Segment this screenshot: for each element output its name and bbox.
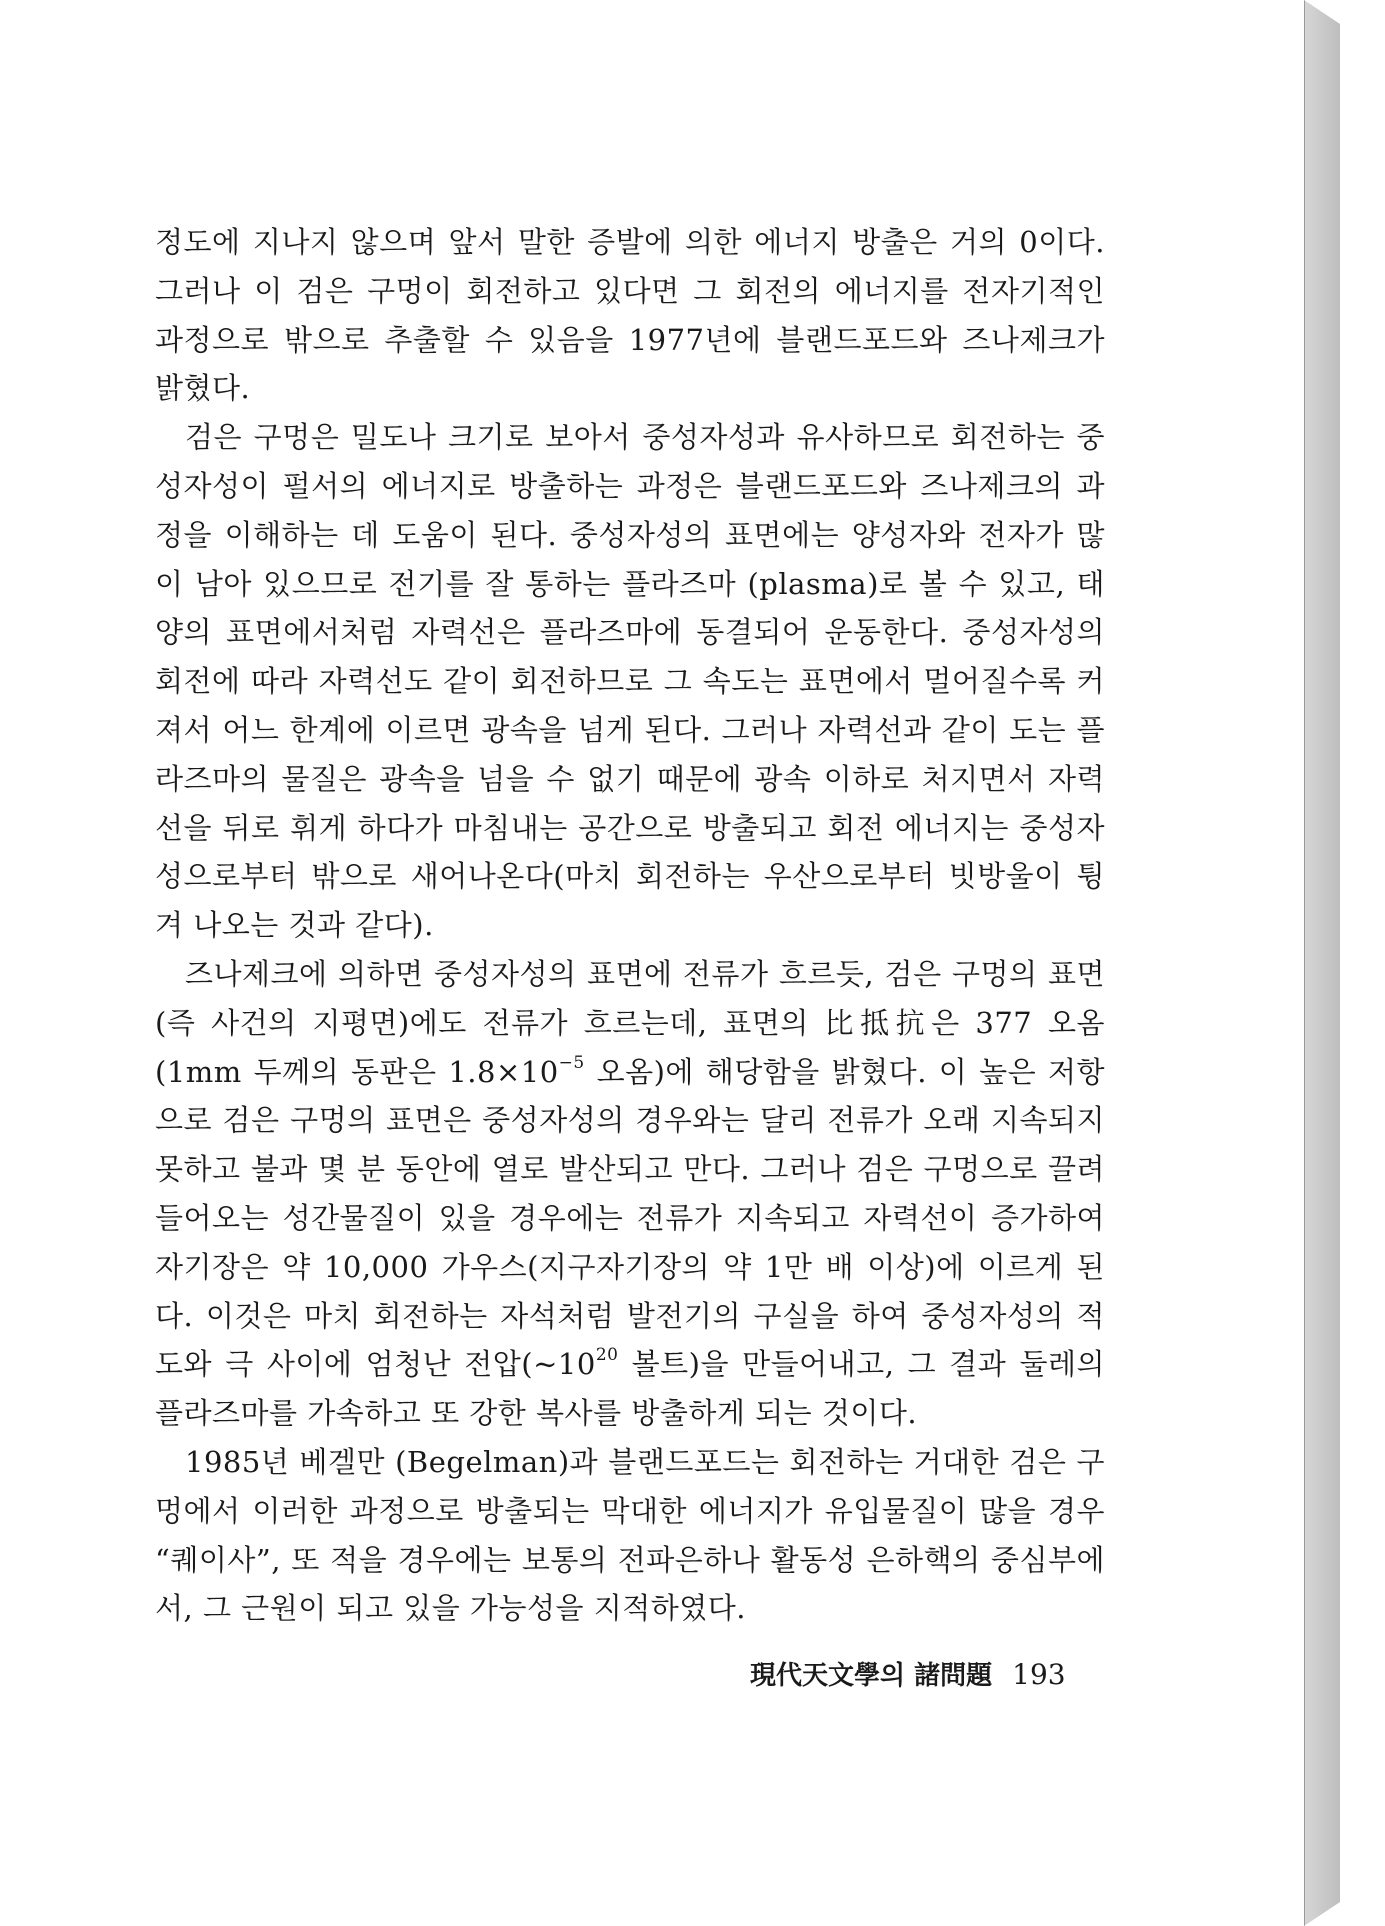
paragraph-2: 검은 구멍은 밀도나 크기로 보아서 중성자성과 유사하므로 회전하는 중성자성이 펄서의 에너지로 방출하는 과정은 블랜드포드와 즈나제크의 과정을 이해하는 데 도움이 된다. 중성자성의 표면에는 양성자와 전자가 많이 남아 있으므로 전기를 잘 통하는 플라즈마 (plasma)로 볼 수 있고, 태양의 표면에서처럼 자력선은 플라즈마에 동결되어 운동한다. 중성자성의 회전에 따라 자력선도 같이 회전하므로 그 속도는 표면에서 멀어질수록 커져서 어느 한계에 이르면 광속을 넘게 된다. 그러나 자력선과 같이 도는 플라즈마의 물질은 광속을 넘을 수 없기 때문에 광속 이하로 처지면서 자력선을 뒤로 휘게 하다가 마침내는 공간으로 방출되고 회전 에너지는 중성자성으로부터 밖으로 새어나온다(마치 회전하는 우산으로부터 빗방울이 튕겨 나오는 것과 같다). <box>155 420 1105 943</box>
superscript-exponent-2: 20 <box>595 1345 619 1366</box>
paragraph-3-part-2: 오옴)에 해당함을 밝혔다. 이 높은 저항으로 검은 구멍의 표면은 중성자성의 경우와는 달리 전류가 오래 지속되지 못하고 불과 몇 분 동안에 열로 발산되고 만다. 그러나 검은 구멍으로 끌려들어오는 성간물질이 있을 경우에는 전류가 지속되고 자력선이 증가하여 자기장은 약 10,000 가우스(지구자기장의 약 1만 배 이상)에 이르게 된다. 이것은 마치 회전하는 자석처럼 발전기의 구실을 하여 중성자성의 적도와 극 사이에 엄청난 전압(∼10 <box>155 1054 1105 1382</box>
paragraph-3 <box>155 950 1105 1438</box>
paragraph-3-part-3: 볼트)을 만들어내고, 그 결과 둘레의 플라즈마를 가속하고 또 강한 복사를 방출하게 되는 것이다. <box>155 1347 1105 1431</box>
page-margin-right <box>1340 0 1385 1926</box>
running-title: 現代天文學의 諸問題 <box>750 1661 993 1691</box>
page-edge-corner-bottom <box>1304 1902 1340 1926</box>
paragraph-1: 정도에 지나지 않으며 앞서 말한 증발에 의한 에너지 방출은 거의 0이다. 그러나 이 검은 구멍이 회전하고 있다면 그 회전의 에너지를 전자기적인 과정으로 밖으로 추출할 수 있음을 1977년에 블랜드포드와 즈나제크가 밝혔다. <box>155 225 1105 406</box>
body-text <box>155 218 1105 1633</box>
page-stack-edge <box>1304 0 1341 1926</box>
page-footer <box>750 1655 1090 1692</box>
paragraph-4: 1985년 베겔만 (Begelman)과 블랜드포드는 회전하는 거대한 검은 구멍에서 이러한 과정으로 방출되는 막대한 에너지가 유입물질이 많을 경우 “퀘이사”, 또 적을 경우에는 보통의 전파은하나 활동성 은하핵의 중심부에서, 그 근원이 되고 있을 가능성을 지적하였다. <box>155 1444 1105 1626</box>
page-edge-corner-top <box>1304 0 1340 24</box>
superscript-exponent-1: −5 <box>558 1052 585 1073</box>
paragraph-3-part-1: 즈나제크에 의하면 중성자성의 표면에 전류가 흐르듯, 검은 구멍의 표면(즉 사건의 지평면)에도 전류가 흐르는데, 표면의 比抵抗은 377 오옴(1mm 두께의 동판은 1.8×10 <box>155 956 1105 1089</box>
page-number: 193 <box>1012 1658 1066 1691</box>
